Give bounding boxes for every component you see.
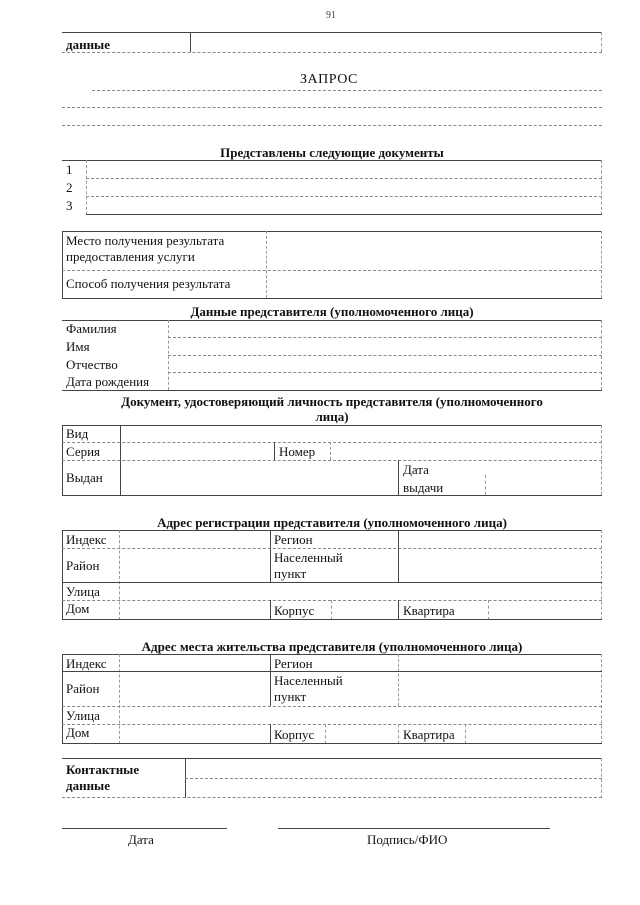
divider <box>270 600 271 620</box>
divider <box>62 548 602 549</box>
divider <box>270 654 271 706</box>
reg-address-heading: Адрес регистрации представителя (уполномоченного лица) <box>157 515 507 530</box>
divider <box>62 654 602 655</box>
request-title: ЗАПРОС <box>300 72 358 87</box>
divider <box>398 600 399 620</box>
res-building-label: Корпус <box>274 727 315 742</box>
divider <box>62 671 602 672</box>
document-item-number: 3 <box>66 198 73 213</box>
issue-date-label: выдачи <box>403 480 444 495</box>
reg-building-label: Корпус <box>274 603 315 618</box>
divider <box>62 619 602 620</box>
divider <box>62 654 63 744</box>
result-place-label: предоставления услуги <box>66 249 195 264</box>
patronymic-label: Отчество <box>66 357 118 372</box>
res-locality-label: Населенный <box>274 673 343 688</box>
reg-apartment-label: Квартира <box>403 603 455 618</box>
res-index-label: Индекс <box>66 656 107 671</box>
divider <box>119 530 120 620</box>
divider <box>62 530 602 531</box>
divider <box>601 32 602 52</box>
document-line[interactable] <box>86 178 602 179</box>
surname-field[interactable] <box>168 337 602 338</box>
divider <box>62 231 602 232</box>
divider <box>62 582 602 583</box>
doc-type-label: Вид <box>66 426 89 441</box>
reg-index-label: Индекс <box>66 532 107 547</box>
date-label: Дата <box>128 832 154 847</box>
divider <box>86 160 87 215</box>
divider <box>62 797 602 798</box>
result-method-label: Способ получения результата <box>66 276 231 291</box>
divider <box>62 530 63 620</box>
divider <box>119 654 120 744</box>
signature-label: Подпись/ФИО <box>367 832 448 847</box>
divider <box>270 724 271 744</box>
divider <box>190 32 191 52</box>
divider <box>485 475 486 495</box>
divider <box>62 298 602 299</box>
name-field[interactable] <box>168 355 602 356</box>
divider <box>62 320 602 321</box>
birth-date-label: Дата рождения <box>66 374 150 389</box>
birth-date-field[interactable] <box>62 390 602 391</box>
number-label: Номер <box>279 444 316 459</box>
page-number: 91 <box>326 10 336 21</box>
top-data-label: данные <box>66 37 110 52</box>
divider <box>62 231 63 298</box>
divider <box>398 654 399 706</box>
issue-date-label: Дата <box>403 462 429 477</box>
date-line[interactable] <box>62 828 227 829</box>
reg-locality-label: пункт <box>274 566 307 581</box>
divider <box>601 654 602 744</box>
name-label: Имя <box>66 339 90 354</box>
divider <box>62 52 602 53</box>
reg-region-label: Регион <box>274 532 313 547</box>
divider <box>601 231 602 298</box>
res-apartment-label: Квартира <box>403 727 455 742</box>
divider <box>325 724 326 744</box>
divider <box>62 32 602 33</box>
result-place-label: Место получения результата <box>66 233 225 248</box>
contacts-label: данные <box>66 778 110 793</box>
divider <box>266 231 267 298</box>
divider <box>270 530 271 582</box>
divider <box>62 495 602 496</box>
divider <box>62 160 602 161</box>
divider <box>62 460 602 461</box>
res-street-label: Улица <box>66 708 100 723</box>
res-locality-label: пункт <box>274 689 307 704</box>
documents-heading: Представлены следующие документы <box>220 145 444 160</box>
reg-district-label: Район <box>66 558 100 573</box>
divider <box>62 724 602 725</box>
divider <box>488 600 489 620</box>
reg-locality-label: Населенный <box>274 550 343 565</box>
document-item-number: 2 <box>66 180 73 195</box>
text-line <box>62 125 602 126</box>
issued-label: Выдан <box>66 470 103 485</box>
res-district-label: Район <box>66 681 100 696</box>
divider <box>331 600 332 620</box>
divider <box>465 724 466 744</box>
divider <box>601 160 602 215</box>
divider <box>62 270 602 271</box>
document-line[interactable] <box>86 196 602 197</box>
reg-house-label: Дом <box>66 601 90 616</box>
text-line <box>62 107 602 108</box>
id-document-heading: лица) <box>315 409 349 424</box>
representative-heading: Данные представителя (уполномоченного лица) <box>190 304 474 319</box>
divider <box>62 706 602 707</box>
divider <box>398 724 399 744</box>
divider <box>62 442 602 443</box>
divider <box>330 442 331 460</box>
text-line <box>92 90 602 91</box>
document-line[interactable] <box>86 214 602 215</box>
res-house-label: Дом <box>66 725 90 740</box>
divider <box>62 600 602 601</box>
divider <box>601 530 602 620</box>
divider <box>62 743 602 744</box>
contacts-label: Контактные <box>66 762 140 777</box>
signature-line[interactable] <box>278 828 550 829</box>
divider <box>274 442 275 460</box>
surname-label: Фамилия <box>66 321 117 336</box>
divider <box>398 530 399 582</box>
divider <box>62 758 602 759</box>
divider <box>62 425 602 426</box>
res-region-label: Регион <box>274 656 313 671</box>
divider <box>398 460 399 495</box>
contacts-field[interactable] <box>185 778 602 779</box>
document-item-number: 1 <box>66 162 73 177</box>
patronymic-field[interactable] <box>168 372 602 373</box>
series-label: Серия <box>66 444 101 459</box>
id-document-heading: Документ, удостоверяющий личность представителя (уполномоченного <box>121 394 543 409</box>
reg-street-label: Улица <box>66 584 100 599</box>
res-address-heading: Адрес места жительства представителя (уполномоченного лица) <box>141 639 523 654</box>
